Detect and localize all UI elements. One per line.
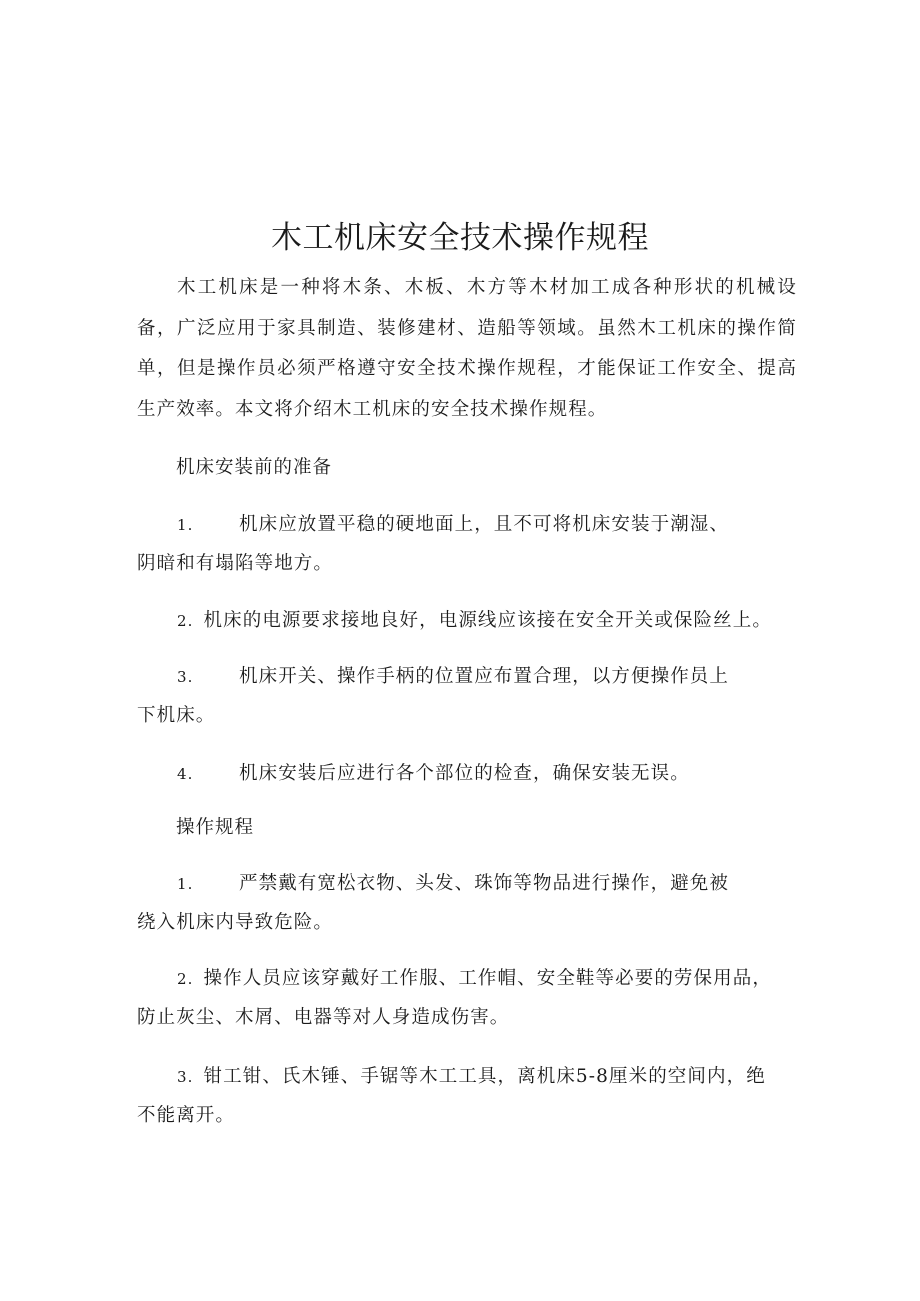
item-number: 1. xyxy=(177,516,194,534)
item-text-line1: 机床应放置平稳的硬地面上，且不可将机床安装于潮湿、 xyxy=(239,514,730,535)
list-item xyxy=(137,964,837,1029)
item-number: 3. xyxy=(177,1068,194,1086)
item-text-line2: 阴暗和有塌陷等地方。 xyxy=(137,553,334,574)
list-item xyxy=(137,662,837,727)
section-heading-preparation: 机床安装前的准备 xyxy=(176,457,333,478)
item-text-line1: 操作人员应该穿戴好工作服、工作帽、安全鞋等必要的劳保用品， xyxy=(203,968,772,989)
item-text-line1: 严禁戴有宽松衣物、头发、珠饰等物品进行操作，避免被 xyxy=(239,873,730,894)
item-number: 2. xyxy=(177,970,194,988)
item-text-line1: 机床安装后应进行各个部位的检查，确保安装无误。 xyxy=(239,763,690,784)
item-text-line2: 不能离开。 xyxy=(137,1105,236,1126)
item-number: 3. xyxy=(177,668,194,686)
item-text-line1: 机床的电源要求接地良好，电源线应该接在安全开关或保险丝上。 xyxy=(203,610,772,631)
item-text-line2: 绕入机床内导致危险。 xyxy=(137,912,334,933)
item-text-line2: 防止灰尘、木屑、电器等对人身造成伤害。 xyxy=(137,1007,510,1028)
item-number: 1. xyxy=(177,875,194,893)
item-text-line2: 下机床。 xyxy=(137,705,216,726)
list-item xyxy=(137,869,837,934)
intro-paragraph: 木工机床是一种将木条、木板、木方等木材加工成各种形状的机械设备，广泛应用于家具制造、装修建材、造船等领域。虽然木工机床的操作简单，但是操作员必须严格遵守安全技术操作规程，才能保证工作安全、提高生产效率。本文将介绍木工机床的安全技术操作规程。 xyxy=(137,277,797,420)
list-item xyxy=(137,606,837,632)
item-text-line1: 机床开关、操作手柄的位置应布置合理，以方便操作员上 xyxy=(239,666,730,687)
list-item xyxy=(137,510,837,575)
item-number: 4. xyxy=(177,765,194,783)
section-heading-operation: 操作规程 xyxy=(176,817,255,838)
list-item xyxy=(137,1062,837,1127)
item-number: 2. xyxy=(177,612,194,630)
list-item xyxy=(137,759,837,785)
document-title: 木工机床安全技术操作规程 xyxy=(271,220,649,256)
item-text-line1: 钳工钳、氏木锤、手锯等木工工具，离机床5-8厘米的空间内，绝 xyxy=(203,1066,766,1087)
